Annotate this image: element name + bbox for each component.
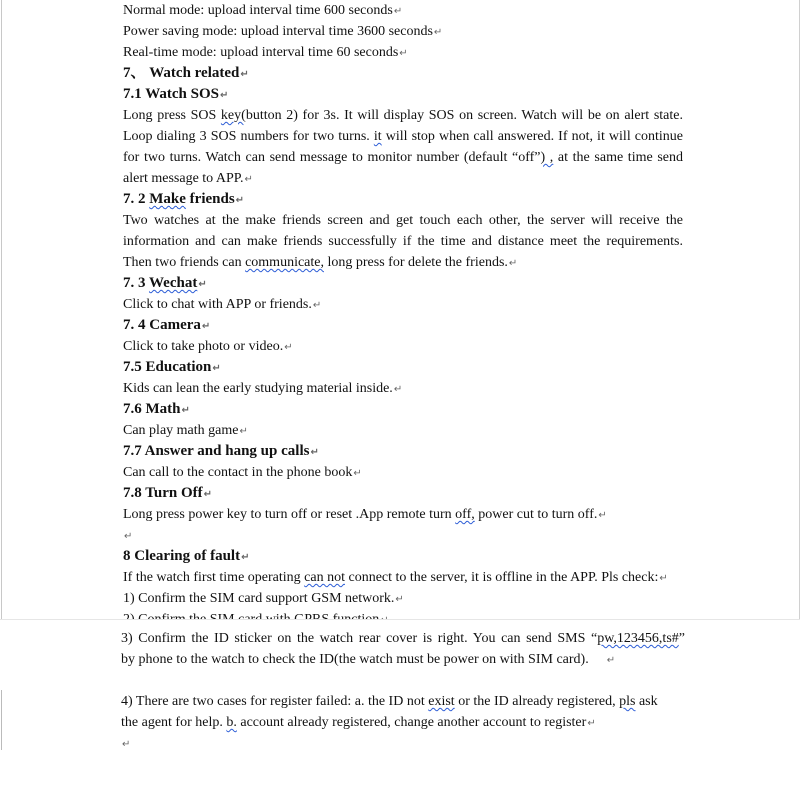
paragraph-mark-icon: ↵ <box>235 195 245 206</box>
paragraph-mark-icon: ↵ <box>598 510 607 521</box>
text-line: Can play math game↵ <box>123 423 248 438</box>
spelling-underline: can not <box>304 570 345 585</box>
paragraph-mark-icon: ↵ <box>508 258 518 269</box>
text-line: Can call to the contact in the phone book↵ <box>123 465 362 480</box>
spelling-underline: ) , <box>540 150 554 165</box>
spelling-underline: pls <box>619 694 636 709</box>
text-line: for two turns. Watch can send message to monitor number (default “off”) , at the same time send <box>123 150 683 165</box>
spelling-underline: pw,123456,ts# <box>597 631 679 646</box>
checklist-item: 4) There are two cases for register failed: a. the ID not exist or the ID already registered, pls ask <box>121 694 658 709</box>
section-heading-7: 7、 Watch related↵ <box>123 65 249 81</box>
paragraph-mark-icon: ↵ <box>659 573 668 584</box>
paragraph-mark-icon: ↵ <box>240 69 249 80</box>
text-line: Power saving mode: upload interval time 3600 seconds↵ <box>123 24 443 39</box>
paragraph-mark-icon: ↵ <box>181 405 190 416</box>
paragraph-mark-icon: ↵ <box>241 552 250 563</box>
text-line: the agent for help. b. account already registered, change another account to register↵ <box>121 715 596 730</box>
text-line: Real-time mode: upload interval time 60 seconds↵ <box>123 45 408 60</box>
text-line: If the watch first time operating can not connect to the server, it is offline in the APP. Pls check:↵ <box>123 570 668 585</box>
empty-line <box>121 670 685 691</box>
paragraph-mark-icon: ↵ <box>395 594 404 605</box>
paragraph-mark-icon: ↵ <box>124 531 133 542</box>
subsection-heading-7-1: 7.1 Watch SOS↵ <box>123 86 229 102</box>
spelling-underline: it <box>373 129 382 144</box>
paragraph-mark-icon: ↵ <box>122 739 131 750</box>
document-page-bottom <box>0 627 800 800</box>
subsection-heading-7-2: 7. 2 Make friends↵ <box>123 191 245 207</box>
text-line: Loop dialing 3 SOS numbers for two turns. it will stop when call answered. If not, it will continue <box>123 129 683 144</box>
text-line: Long press power key to turn off or reset .App remote turn off, power cut to turn off.↵ <box>123 507 607 522</box>
paragraph-mark-icon: ↵ <box>201 321 211 332</box>
text-line: information and can make friends successfully if the time and distance meet the requirements. <box>123 234 683 249</box>
subsection-heading-7-6: 7.6 Math↵ <box>123 401 190 417</box>
text-line: Kids can lean the early studying material inside.↵ <box>123 381 403 396</box>
checklist-item: 1) Confirm the SIM card support GSM network.↵ <box>123 591 404 606</box>
spelling-underline: communicate, <box>245 255 324 270</box>
spelling-underline: b. <box>226 715 237 730</box>
subsection-heading-7-5: 7.5 Education↵ <box>123 359 221 375</box>
spelling-underline: exist <box>428 694 455 709</box>
text-line: Click to chat with APP or friends.↵ <box>123 297 322 312</box>
empty-line <box>121 733 685 754</box>
subsection-heading-7-4: 7. 4 Camera↵ <box>123 317 211 333</box>
paragraph-mark-icon: ↵ <box>587 718 596 729</box>
checklist-item: 3) Confirm the ID sticker on the watch rear cover is right. You can send SMS “pw,123456,ts#” <box>121 631 685 646</box>
text-line: alert message to APP.↵ <box>123 171 253 186</box>
paragraph-mark-icon: ↵ <box>220 90 229 101</box>
text-line: by phone to the watch to check the ID(the watch must be power on with SIM card). ↵ <box>121 652 616 667</box>
paragraph-mark-icon: ↵ <box>393 384 403 395</box>
document-body-continued <box>121 627 685 754</box>
paragraph-mark-icon: ↵ <box>399 48 408 59</box>
spelling-underline: Wechat <box>148 275 198 291</box>
subsection-heading-7-8: 7.8 Turn Off↵ <box>123 485 212 501</box>
empty-line <box>123 525 683 546</box>
spelling-underline: off, <box>455 507 475 522</box>
paragraph-mark-icon: ↵ <box>239 426 248 437</box>
text-line: Long press SOS key(button 2) for 3s. It will display SOS on screen. Watch will be on alert state. <box>123 108 683 123</box>
page-edge-left <box>1 690 2 750</box>
paragraph-mark-icon: ↵ <box>244 174 253 185</box>
text-line: Then two friends can communicate, long press for delete the friends.↵ <box>123 255 518 270</box>
section-heading-8: 8 Clearing of fault↵ <box>123 548 250 564</box>
paragraph-mark-icon: ↵ <box>353 468 362 479</box>
text-line: Normal mode: upload interval time 600 seconds↵ <box>123 3 403 18</box>
spelling-underline: Make <box>149 191 186 207</box>
subsection-heading-7-3: 7. 3 Wechat↵ <box>123 275 207 291</box>
subsection-heading-7-7: 7.7 Answer and hang up calls↵ <box>123 443 319 459</box>
text-line: Click to take photo or video.↵ <box>123 339 293 354</box>
paragraph-mark-icon: ↵ <box>433 27 443 38</box>
paragraph-mark-icon: ↵ <box>284 342 293 353</box>
spelling-underline: key( <box>220 108 246 123</box>
paragraph-mark-icon: ↵ <box>198 279 207 290</box>
text-line: Two watches at the make friends screen and get touch each other, the server will receive the <box>123 213 683 228</box>
paragraph-mark-icon: ↵ <box>212 363 221 374</box>
paragraph-mark-icon: ↵ <box>310 447 319 458</box>
paragraph-mark-icon: ↵ <box>312 300 322 311</box>
paragraph-mark-icon: ↵ <box>393 6 403 17</box>
paragraph-mark-icon: ↵ <box>606 655 616 666</box>
document-body <box>123 0 683 630</box>
paragraph-mark-icon: ↵ <box>203 489 212 500</box>
